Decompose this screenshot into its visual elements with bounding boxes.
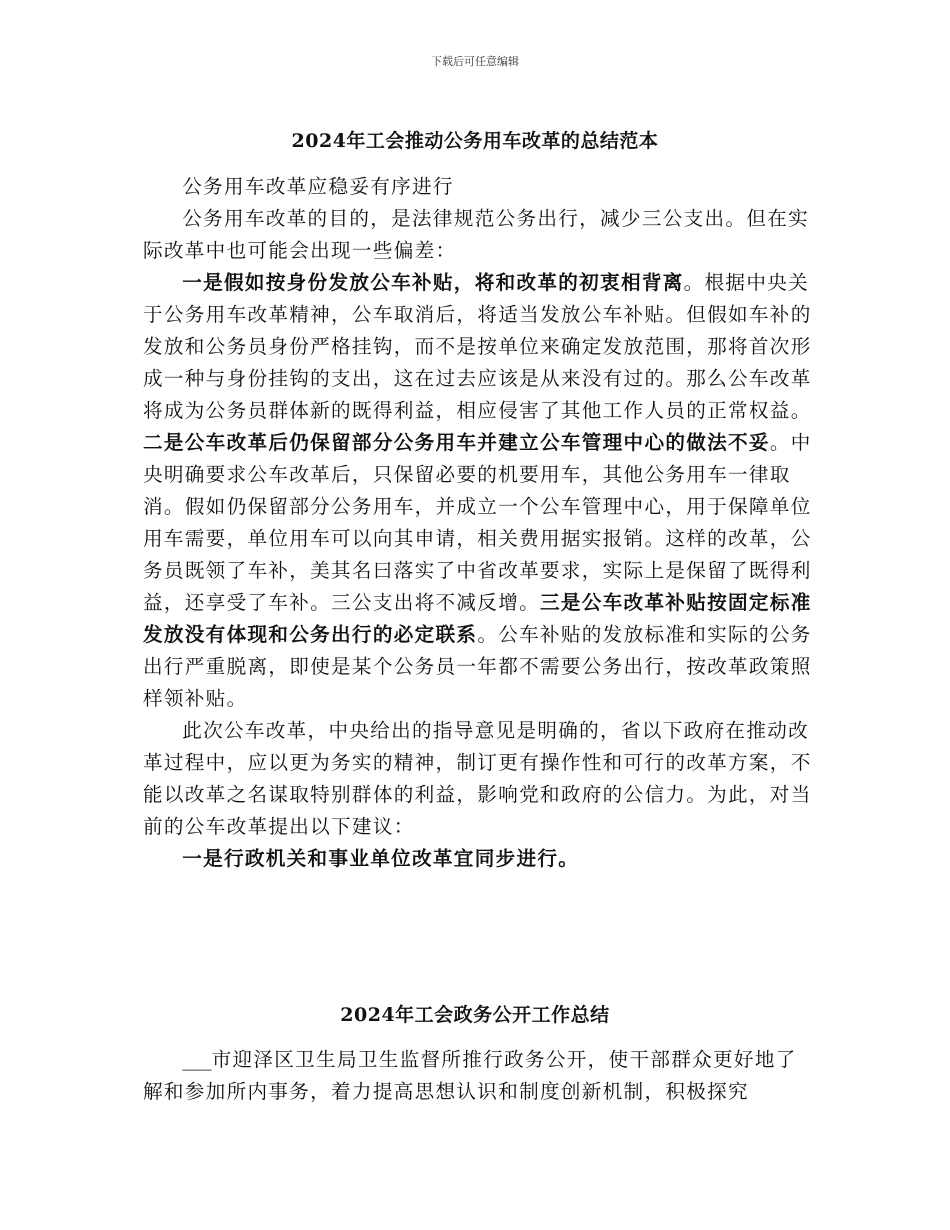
document-title: 2024年工会推动公务用车改革的总结范本 (291, 130, 659, 152)
second-intro-paragraph (143, 1044, 813, 1108)
fill-blank: ___ (182, 1048, 212, 1071)
header-note: 下载后可任意编辑 (431, 55, 519, 68)
point2-text: 。中央明确要求公车改革后，只保留必要的机要用车，其他公务用车一律取消。假如仍保留部分公务用车，并成立一个公车管理中心，用于保障单位用车需要，单位用车可以向其申请，相关费用据实报销。这样的改革，公务员既领了车补，美其名曰落实了中省改革要求，实际上是保留了既得利益，还享受了车补。三公支出将不减反增。 (143, 431, 812, 614)
point2-heading: 二是公车改革后仍保留部分公务用车并建立公车管理中心的做法不妥 (143, 431, 770, 454)
second-intro-text: 市迎泽区卫生局卫生监督所推行政务公开，使干部群众更好地了解和参加所内事务，着力提高思想认识和制度创新机制，积极探究 (143, 1048, 797, 1103)
point3-heading: 三是公车改革补贴按固定标准发放没有体现和公务出行的必定联系 (143, 591, 812, 646)
intro-paragraph: 公务用车改革的目的，是法律规范公务出行，减少三公支出。但在实际改革中也可能会出现一些偏差： (143, 207, 809, 262)
proposal-paragraph: 此次公车改革，中央给出的指导意见是明确的，省以下政府在推动改革过程中，应以更为务实的精神，制订更有操作性和可行的改革方案，不能以改革之名谋取特别群体的利益，影响党和政府的公信力。为此，对当前的公车改革提出以下建议： (143, 719, 812, 838)
document-body (143, 171, 813, 875)
point1-heading: 一是假如按身份发放公车补贴，将和改革的初衷相背离 (182, 271, 684, 294)
suggestion-paragraph: 一是行政机关和事业单位改革宜同步进行。 (182, 847, 580, 870)
points-paragraph (143, 267, 813, 715)
point3-text: 。公车补贴的发放标准和实际的公务出行严重脱离，即使是某个公务员一年都不需要公务出行，按改革政策照样领补贴。 (143, 623, 812, 710)
subtitle-paragraph: 公务用车改革应稳妥有序进行 (182, 175, 454, 198)
point1-text: 。根据中央关于公务用车改革精神，公车取消后，将适当发放公车补贴。但假如车补的发放和公务员身份严格挂钩，而不是按单位来确定发放范围，那将首次形成一种与身份挂钩的支出，这在过去应该是从来没有过的。那么公车改革将成为公务员群体新的既得利益，相应侵害了其他工作人员的正常权益。 (143, 271, 812, 422)
second-document-title: 2024年工会政务公开工作总结 (340, 1004, 610, 1026)
second-document-body (143, 1044, 813, 1108)
